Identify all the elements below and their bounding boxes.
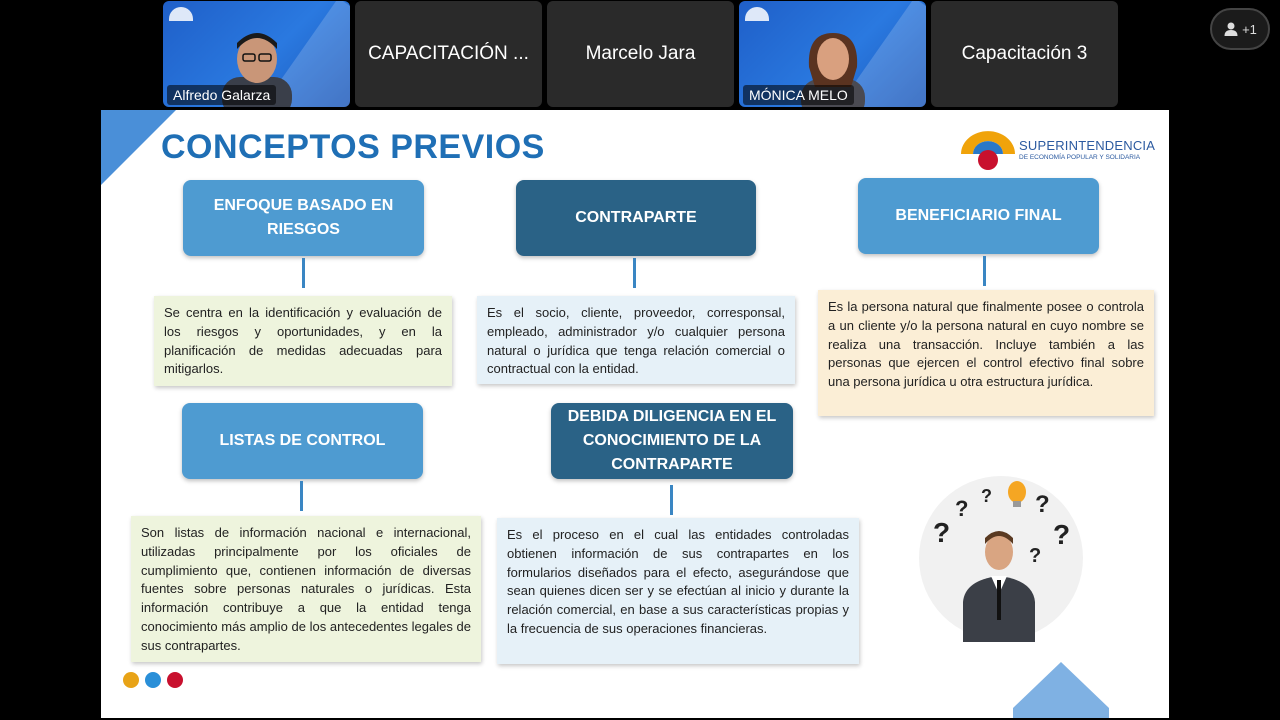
participant-name: Marcelo Jara bbox=[585, 43, 696, 64]
brand-logo bbox=[959, 128, 1156, 174]
heading-text: DEBIDA DILIGENCIA EN EL CONOCIMIENTO DE LA CONTRAPARTE bbox=[567, 408, 777, 473]
more-participants-count: +1 bbox=[1242, 21, 1257, 37]
shared-slide bbox=[101, 110, 1169, 718]
svg-text:?: ? bbox=[1029, 545, 1042, 567]
concept-description-contraparte: Es el socio, cliente, proveedor, corresponsal, empleado, administrador y/o cualquier persona natural o jurídica que tenga relación comercial o contractual con la entidad. bbox=[477, 296, 795, 384]
heading-text: ENFOQUE BASADO EN RIESGOS bbox=[213, 197, 394, 238]
concept-heading-listas bbox=[182, 403, 423, 479]
decorative-dots bbox=[123, 672, 183, 688]
connector-line bbox=[302, 258, 305, 288]
concept-description-beneficiario: Es la persona natural que finalmente posee o controla a un cliente y/o la persona natural en cuyo nombre se realiza una transacción. Incluye también a las personas que ejercen el control efectivo final sobre una persona jurídica u otra estructura jurídica. bbox=[818, 290, 1154, 416]
participant-tile-capacitacion[interactable] bbox=[355, 1, 542, 107]
participant-tile-monica[interactable] bbox=[739, 1, 926, 107]
concept-description-listas: Son listas de información nacional e internacional, utilizadas principalmente por los oficiales de cumplimiento que, contienen información de diversas fuentes sobre personas naturales o jurídicas. Esta información contribuye a que la entidad tenga conocimiento más amplio de los antecedentes legales de sus contrapartes. bbox=[131, 516, 481, 662]
participant-tile-marcelo[interactable] bbox=[547, 1, 734, 107]
slide-title: CONCEPTOS PREVIOS bbox=[161, 128, 545, 166]
concept-heading-beneficiario bbox=[858, 178, 1099, 254]
participant-name: Alfredo Galarza bbox=[167, 85, 276, 105]
heading-text: LISTAS DE CONTROL bbox=[219, 432, 386, 449]
concept-heading-contraparte bbox=[516, 180, 756, 256]
seps-logo-icon bbox=[959, 128, 1019, 174]
heading-text: BENEFICIARIO FINAL bbox=[895, 207, 1062, 224]
connector-line bbox=[633, 258, 636, 288]
connector-line bbox=[300, 481, 303, 511]
participant-name: MÓNICA MELO bbox=[743, 85, 854, 105]
brand-name: SUPERINTENDENCIA bbox=[1019, 138, 1156, 153]
concept-heading-debida-diligencia bbox=[551, 403, 793, 479]
dot-red bbox=[167, 672, 183, 688]
person-icon bbox=[1223, 21, 1239, 37]
dot-blue bbox=[145, 672, 161, 688]
concept-heading-enfoque bbox=[183, 180, 424, 256]
heading-text: CONTRAPARTE bbox=[575, 209, 697, 226]
bottom-triangle-decoration bbox=[1013, 662, 1109, 718]
background-logo bbox=[745, 7, 769, 21]
svg-text:?: ? bbox=[933, 517, 951, 548]
more-participants-button[interactable] bbox=[1210, 8, 1270, 50]
brand-subtitle: DE ECONOMÍA POPULAR Y SOLIDARIA bbox=[1019, 154, 1141, 161]
svg-text:?: ? bbox=[955, 496, 969, 521]
connector-line bbox=[983, 256, 986, 286]
participant-name: CAPACITACIÓN ... bbox=[368, 43, 529, 64]
connector-line bbox=[670, 485, 673, 515]
dot-orange bbox=[123, 672, 139, 688]
svg-text:?: ? bbox=[1035, 491, 1050, 518]
background-logo bbox=[169, 7, 193, 21]
participant-tile-capacitacion-3[interactable] bbox=[931, 1, 1118, 107]
svg-text:?: ? bbox=[1053, 519, 1071, 550]
participant-tile-alfredo[interactable] bbox=[163, 1, 350, 107]
concept-description-enfoque: Se centra en la identificación y evaluación de los riesgos y oportunidades, y en la planificación de medidas adecuadas para mitigarlos. bbox=[154, 296, 452, 386]
thinking-businessman-illustration bbox=[913, 472, 1093, 642]
svg-text:?: ? bbox=[981, 486, 992, 506]
concept-description-debida-diligencia: Es el proceso en el cual las entidades controladas obtienen información de sus contrapartes en los formularios diseñados para el efecto, asegurándose que sean quienes dicen ser y se efectúan al inicio y durante la relación comercial, en base a sus características propias y la frecuencia de sus operaciones financieras. bbox=[497, 518, 859, 664]
participant-name: Capacitación 3 bbox=[961, 43, 1088, 64]
